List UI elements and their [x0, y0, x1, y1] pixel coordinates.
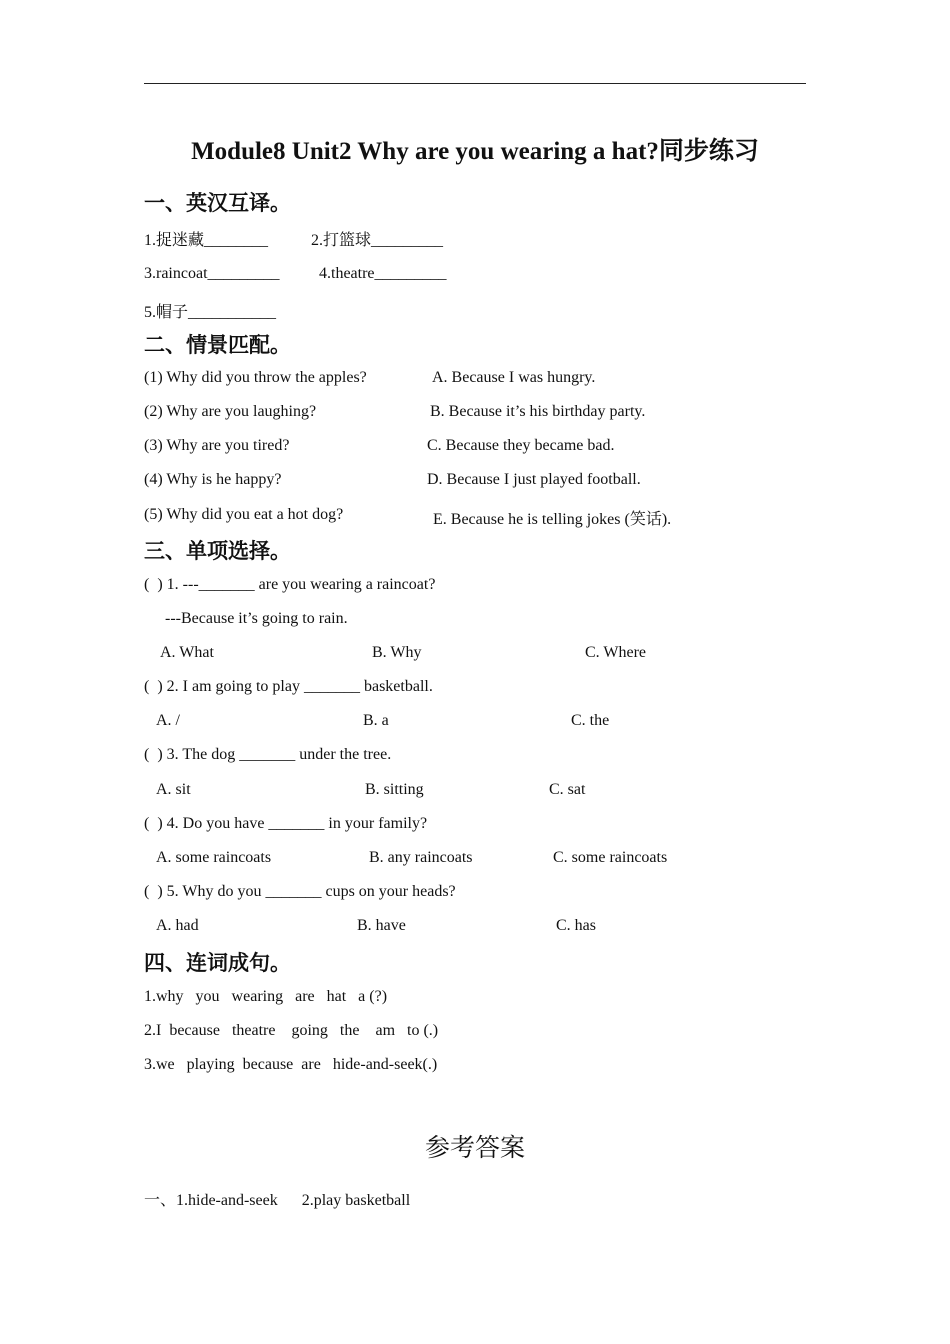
s3-q1-option-c: C. Where [585, 644, 647, 661]
s3-question-1-reply: ---Because it’s going to rain. [165, 610, 348, 627]
s1-item-3: 3.raincoat_________ [144, 265, 280, 282]
s3-q3-option-a: A. sit [156, 781, 191, 798]
s3-q4-option-a: A. some raincoats [156, 849, 272, 866]
s3-question-2: ( ) 2. I am going to play _______ basketball. [144, 678, 433, 695]
s3-q4-option-b: B. any raincoats [369, 849, 473, 866]
s3-q3-option-c: C. sat [549, 781, 586, 798]
s3-q5-option-b: B. have [357, 917, 406, 934]
section4-heading: 四、连词成句。 [144, 951, 291, 975]
s2-answer-a: A. Because I was hungry. [432, 369, 596, 386]
s3-question-1: ( ) 1. ---_______ are you wearing a raincoat? [144, 576, 436, 593]
s2-answer-e: E. Because he is telling jokes (笑话). [433, 511, 672, 528]
section1-heading: 一、英汉互译。 [144, 191, 291, 215]
section3-heading: 三、单项选择。 [144, 539, 291, 563]
s4-item-1: 1.why you wearing are hat a (?) [144, 988, 388, 1005]
s2-question-2: (2) Why are you laughing? [144, 403, 317, 420]
s1-item-2: 2.打篮球_________ [311, 232, 444, 249]
s3-q1-option-a: A. What [160, 644, 214, 661]
section2-heading: 二、情景匹配。 [144, 333, 291, 357]
header-rule [144, 83, 806, 84]
s3-q5-option-c: C. has [556, 917, 596, 934]
s3-q4-option-c: C. some raincoats [553, 849, 668, 866]
s2-question-1: (1) Why did you throw the apples? [144, 369, 367, 386]
page-title: Module8 Unit2 Why are you wearing a hat?同步练习 [191, 138, 759, 165]
answer-key-heading: 参考答案 [424, 1133, 525, 1162]
s2-question-4: (4) Why is he happy? [144, 471, 282, 488]
s3-q1-option-b: B. Why [372, 644, 422, 661]
s3-q5-option-a: A. had [156, 917, 199, 934]
s4-item-2: 2.I because theatre going the am to (.) [144, 1022, 439, 1039]
s2-question-3: (3) Why are you tired? [144, 437, 290, 454]
answer-key-line-1: 一、1.hide-and-seek 2.play basketball [144, 1192, 411, 1209]
s2-answer-c: C. Because they became bad. [427, 437, 615, 454]
s3-q2-option-a: A. / [156, 712, 180, 729]
s2-answer-b: B. Because it’s his birthday party. [430, 403, 646, 420]
s3-q3-option-b: B. sitting [365, 781, 424, 798]
s1-item-5: 5.帽子___________ [144, 304, 277, 321]
s3-question-5: ( ) 5. Why do you _______ cups on your heads? [144, 883, 456, 900]
s2-question-5: (5) Why did you eat a hot dog? [144, 506, 344, 523]
s4-item-3: 3.we playing because are hide-and-seek(.) [144, 1056, 438, 1073]
s3-question-3: ( ) 3. The dog _______ under the tree. [144, 746, 392, 763]
s3-q2-option-b: B. a [363, 712, 389, 729]
s1-item-1: 1.捉迷藏________ [144, 232, 269, 249]
s3-q2-option-c: C. the [571, 712, 610, 729]
s2-answer-d: D. Because I just played football. [427, 471, 641, 488]
s3-question-4: ( ) 4. Do you have _______ in your family? [144, 815, 428, 832]
s1-item-4: 4.theatre_________ [319, 265, 447, 282]
